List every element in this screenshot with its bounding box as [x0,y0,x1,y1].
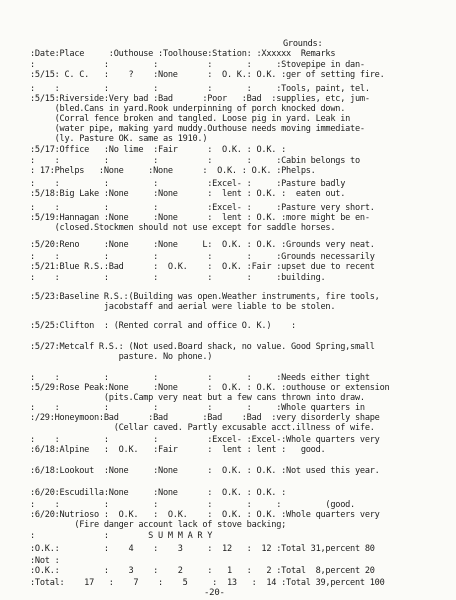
table-row: :5/15: C. C. : ? :None : O. K.: O.K. :ger of setting fire. [30,70,385,80]
table-row: (ly. Pasture OK. same as 1910.) [30,134,208,144]
table-row: : : : : :Excel- : :Pasture very short. [30,203,375,213]
table-row: :5/19:Hannagan :None :None : lent : O.K. :more might be en- [30,213,370,223]
summary-row: :Not : [30,556,60,566]
table-row: jacobstaff and aerial were liable to be stolen. [30,302,336,312]
table-row: (Fire danger account lack of stove backing; [30,520,287,530]
table-row: :6/20:Nutrioso : O.K. : O.K. : O.K. : O.K. :Whole quarters very [30,510,380,520]
grounds-title: Grounds: [283,39,323,49]
table-row: :5/18:Big Lake :None :None : lent : O.K. : eaten out. [30,189,346,199]
table-row: : : : : : : :Whole quarters in [30,403,365,413]
table-row: : 17:Phelps :None :None : O.K. : O.K. :Phelps. [30,166,316,176]
table-row: :6/18:Alpine : O.K. :Fair : lent : lent : good. [30,445,326,455]
page-number: -20- [204,588,225,598]
table-row: :6/20:Escudilla:None :None : O.K. : O.K. : [30,488,287,498]
table-row: (closed.Stockmen should not use except for saddle horses. [30,223,336,233]
table-row: :5/20:Reno :None :None L: O.K. : O.K. :Grounds very neat. [30,240,375,250]
summary-row: :Total: 17 : 7 : 5 : 13 : 14 :Total 39,percent 100 [30,578,385,588]
table-row: (bled.Cans in yard.Rook underpinning of porch knocked down. [30,104,346,114]
table-row: : : : : :Excel- :Excel-:Whole quarters very [30,435,380,445]
table-row: :5/15:Riverside:Very bad :Bad :Poor :Bad :supplies, etc, jum- [30,94,370,104]
table-row: (Cellar caved. Partly excusable acct.illness of wife. [30,423,375,433]
table-row: : : : : : : :Tools, paint, tel. [30,84,370,94]
table-row: :6/18:Lookout :None :None : O.K. : O.K. :Not used this year. [30,466,380,476]
table-row: :5/23:Baseline R.S.:(Building was open.Weather instruments, fire tools, [30,292,380,302]
summary-row: :O.K.: : 4 : 3 : 12 : 12 :Total 31,percent 80 [30,544,375,554]
table-row: :/29:Honeymoon:Bad :Bad :Bad :Bad :very disorderly shape [30,413,380,423]
table-row: (Corral fence broken and tangled. Loose pig in yard. Leak in [30,114,351,124]
summary-heading: : : S U M M A R Y [30,531,213,541]
table-row: : : : : : : :Needs either tight [30,373,370,383]
table-row: :5/29:Rose Peak:None :None : O.K. : O.K. :outhouse or extension [30,383,390,393]
table-header: :Date:Place :Outhouse :Toolhouse:Station: :Xxxxxx Remarks [30,49,336,59]
table-row: : : : : : : :Cabin belongs to [30,156,360,166]
table-row: :5/17:Office :No lime :Fair : O.K. : O.K. : [30,145,287,155]
table-row: (pits.Camp very neat but a few cans thrown into draw. [30,393,365,403]
table-row: (water pipe, making yard muddy.Outhouse needs moving immediate- [30,124,365,134]
table-row: :5/21:Blue R.S.:Bad : O.K. : O.K. :Fair :upset due to recent [30,262,375,272]
table-row: : : : : : : : (good. [30,500,355,510]
table-row: : : : : :Excel- : :Pasture badly [30,179,346,189]
table-row: : : : : : :Stovepipe in dan- [30,60,365,70]
table-row: pasture. No phone.) [30,352,213,362]
table-row: :5/27:Metcalf R.S.: (Not used.Board shack, no value. Good Spring,small [30,342,375,352]
table-row: :5/25:Clifton : (Rented corral and office O. K.) : [30,321,296,331]
table-row: : : : : : : :building. [30,273,326,283]
summary-row: :O.K.: : 3 : 2 : 1 : 2 :Total 8,percent 20 [30,566,375,576]
table-row: : : : : : : :Grounds necessarily [30,252,375,262]
